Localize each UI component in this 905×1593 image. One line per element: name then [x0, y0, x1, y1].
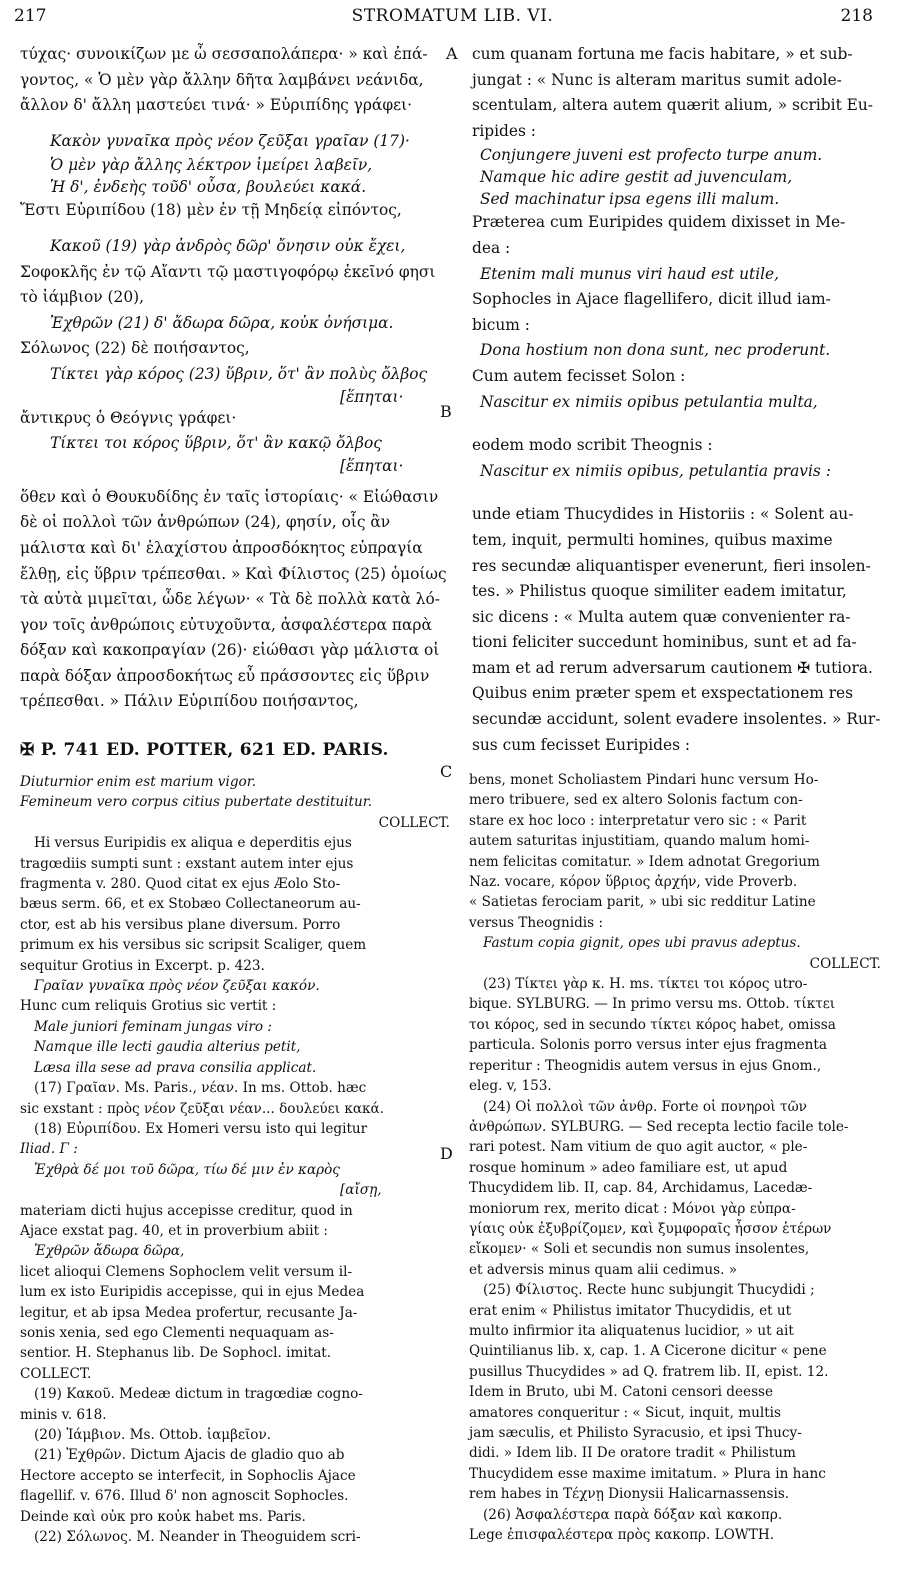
note-signature: COLLECT.: [809, 955, 881, 972]
text-line: Sophocles in Ajace flagellifero, dicit illud iam-: [472, 290, 831, 309]
note-verse: Fastum copia gignit, opes ubi pravus adeptus.: [483, 935, 801, 952]
verse-continuation: [ἕπηται·: [340, 456, 404, 475]
text-line: τρέπεσθαι. » Πάλιν Εὐριπίδου ποιήσαντος,: [20, 692, 359, 711]
note-line: tragœdiis sumpti sunt : exstant autem inter ejus: [20, 855, 354, 872]
text-line: Σοφοκλῆς ἐν τῷ Αἴαντι τῷ μαστιγοφόρῳ ἐκεῖνό φησι: [20, 262, 436, 281]
note-signature: COLLECT.: [378, 814, 450, 831]
note-line: bique. SYLBURG. — In primo versu ms. Ottob. τίκτει: [469, 996, 836, 1013]
note-verse: Ἐχθρῶν ἄδωρα δῶρα,: [34, 1243, 185, 1260]
text-line: γοντος, « Ὁ μὲν γὰρ ἄλλην δῆτα λαμβάνει νεάνιδα,: [20, 70, 424, 89]
note-verse: Namque ille lecti gaudia alterius petit,: [34, 1039, 301, 1056]
note-signature: COLLECT.: [20, 1365, 92, 1382]
text-line: tes. » Philistus quoque similiter eadem imitatur,: [472, 582, 847, 601]
text-line: Cum autem fecisset Solon :: [472, 366, 686, 385]
note-line: (20) Ἰάμβιον. Ms. Ottob. ἰαμβεῖον.: [34, 1427, 272, 1443]
text-line: τύχας· συνοικίζων με ὦ σεσσαπολάπερα· » καὶ ἐπά-: [20, 45, 428, 63]
note-line: mero tribuere, sed ex altero Solonis factum con-: [469, 792, 803, 809]
note-line: (22) Σόλωνος. M. Neander in Theoguidem scri-: [34, 1529, 361, 1546]
note-line: « Satietas ferociam parit, » ubi sic redditur Latine: [469, 894, 816, 911]
text-line: cum quanam fortuna me facis habitare, » et sub-: [472, 45, 853, 63]
note-line: flagellif. v. 676. Illud δ' non agnoscit Sophocles.: [20, 1488, 349, 1505]
latin-text-column: [472, 42, 886, 758]
text-line: δόξαν καὶ κακοπραγίαν (26)· εἰώθασι γὰρ μάλιστα οἱ: [20, 641, 440, 660]
text-line: Quibus enim præter spem et exspectationem res: [472, 684, 854, 703]
note-line: (24) Οἱ πολλοὶ τῶν ἀνθρ. Forte οἱ πονηροὶ τῶν: [483, 1098, 807, 1115]
text-line: tem, inquit, permulti homines, quibus maxime: [472, 530, 833, 549]
note-line: Femineum vero corpus citius pubertate destituitur.: [20, 794, 373, 811]
note-line: (17) Γραῖαν. Ms. Paris., νέαν. In ms. Ottob. hæc: [34, 1080, 367, 1097]
verse-line: Ἡ δ', ἐνδεὴς τοῦδ' οὖσα, βουλεύει κακά.: [50, 178, 367, 197]
note-line: sonis xenia, sed ego Clementi nequaquam as-: [20, 1324, 334, 1341]
note-line: bæus serm. 66, et ex Stobæo Collectaneorum au-: [20, 896, 361, 913]
note-line: Deinde καὶ οὐκ pro κοὐκ habet ms. Paris.: [20, 1508, 306, 1525]
text-line: scentulam, altera autem quærit alium, » scribit Eu-: [472, 96, 873, 115]
notes-left-column: [20, 772, 456, 1547]
note-line: bens, monet Scholiastem Pindari hunc versum Ho-: [469, 772, 819, 788]
note-line: Idem in Bruto, ubi M. Catoni censori deesse: [469, 1384, 774, 1401]
note-line: (26) Ἀσφαλέστερα παρὰ δόξαν καὶ κακοπρ.: [483, 1506, 783, 1523]
note-line: materiam dicti hujus accepisse creditur, quod in: [20, 1202, 353, 1219]
text-line: Σόλωνος (22) δὲ ποιήσαντος,: [20, 339, 250, 358]
text-line: bicum :: [472, 315, 530, 334]
text-line: ripides :: [472, 121, 536, 140]
text-line: eodem modo scribit Theognis :: [472, 436, 713, 455]
margin-marker-b: B: [440, 402, 452, 421]
note-line: rosque hominum » adeo familiare est, ut apud: [469, 1159, 788, 1176]
note-line: sic exstant : πρὸς νέον ζεῦξαι νέαν... δουλεύει κακά.: [20, 1100, 385, 1117]
note-line: Lege ἐπισφαλέστερα πρὸς κακοπρ. LOWTH.: [469, 1527, 775, 1544]
greek-text-column: [20, 42, 462, 715]
note-line: reperitur : Theognidis autem versus in ejus Gnom.,: [469, 1057, 822, 1074]
note-line: Ajace exstat pag. 40, et in proverbium abiit :: [20, 1222, 328, 1239]
left-page-number: 217: [14, 6, 47, 26]
note-line: nem felicitas comitatur. » Idem adnotat Gregorium: [469, 853, 820, 870]
verse-line: Dona hostium non dona sunt, nec proderunt.: [480, 341, 831, 360]
note-line: moniorum rex, merito dicat : Μόνοι γὰρ εὐπρα-: [469, 1200, 796, 1217]
verse-line: Ἐχθρῶν (21) δ' ἄδωρα δῶρα, κοὐκ ὀνήσιμα.: [50, 313, 394, 332]
text-line: sic dicens : « Multa autem quæ convenienter ra-: [472, 607, 851, 626]
verse-line: Κακὸν γυναῖκα πρὸς νέον ζεῦξαι γραῖαν (17)·: [50, 131, 410, 150]
note-line: Hi versus Euripidis ex aliqua e deperditis ejus: [34, 835, 352, 852]
text-line: res secundæ aliquantisper evenerunt, fieri insolen-: [472, 556, 871, 575]
verse-continuation: [ἕπηται·: [340, 387, 404, 406]
note-line: erat enim « Philistus imitator Thucydidis, et ut: [469, 1302, 792, 1319]
note-line: rem habes in Τέχνῃ Dionysii Halicarnassensis.: [469, 1486, 790, 1503]
note-line: multo infirmior ita aliquatenus lucidior, » ut ait: [469, 1322, 794, 1339]
verse-line: Τίκτει γὰρ κόρος (23) ὕβριν, ὅτ' ἂν πολὺς ὄλβος: [50, 364, 428, 383]
text-line: tioni feliciter succedunt hominibus, sunt et ad fa-: [472, 633, 857, 652]
note-line: Diuturnior enim est marium vigor.: [20, 774, 257, 790]
note-line: versus Theognidis :: [469, 914, 604, 931]
notes-right-column: [469, 770, 887, 1545]
note-line: Hectore accepto se interfecit, in Sophoclis Ajace: [20, 1467, 356, 1484]
note-line: (21) Ἐχθρῶν. Dictum Ajacis de gladio quo ab: [34, 1447, 345, 1464]
text-line: Ἔστι Εὐριπίδου (18) μὲν ἐν τῇ Μηδείᾳ εἰπόντος,: [20, 201, 402, 220]
margin-marker-c: C: [440, 762, 453, 781]
text-line: παρὰ δόξαν ἀπροσδοκήτως εὖ πράσσοντες εἰς ὕβριν: [20, 666, 430, 685]
verse-line: Sed machinatur ipsa egens illi malum.: [480, 190, 780, 209]
text-line: γον τοῖς ἀνθρώποις εὐτυχοῦντα, ἀσφαλέστερα παρὰ: [20, 615, 432, 634]
note-line: sequitur Grotius in Excerpt. p. 423.: [20, 957, 265, 974]
text-line: dea :: [472, 238, 511, 257]
text-line: unde etiam Thucydides in Historiis : « Solent au-: [472, 505, 854, 524]
note-verse: Male juniori feminam jungas viro :: [34, 1018, 272, 1035]
note-line: rari potest. Nam vitium de quo agit auctor, « ple-: [469, 1139, 808, 1156]
margin-marker-d: D: [440, 1144, 453, 1163]
verse-line: Τίκτει τοι κόρος ὕβριν, ὅτ' ἂν κακῷ ὄλβος: [50, 434, 382, 453]
text-line: sus cum fecisset Euripides :: [472, 735, 691, 754]
note-line: Hunc cum reliquis Grotius sic vertit :: [20, 998, 277, 1015]
note-verse: Ἐχθρὰ δέ μοι τοῦ δῶρα, τίω δέ μιν ἐν καρὸς: [34, 1161, 340, 1178]
note-line: et adversis minus quam alii cedimus. »: [469, 1261, 738, 1278]
note-line: particula. Solonis porro versus inter ejus fragmenta: [469, 1037, 827, 1054]
verse-line: Κακοῦ (19) γὰρ ἀνδρὸς δῶρ' ὄνησιν οὐκ ἔχει,: [50, 236, 406, 255]
note-line: Naz. vocare, κόρον ὕβριος ἀρχήν, vide Proverb.: [469, 874, 798, 891]
right-page-number: 218: [840, 6, 873, 26]
text-line: ἄντικρυς ὁ Θεόγνις γράφει·: [20, 408, 237, 427]
note-line: pusillus Thucydides » ad Q. fratrem lib. II, epist. 12.: [469, 1363, 829, 1380]
note-line: didi. » Idem lib. II De oratore tradit « Philistum: [469, 1445, 796, 1462]
verse-line: Nascitur ex nimiis opibus petulantia multa,: [480, 392, 818, 411]
verse-line: Namque hic adire gestit ad juvenculam,: [480, 168, 793, 187]
text-line: ἔλθῃ, εἰς ὕβριν τρέπεσθαι. » Καὶ Φίλιστος (25) ὁμοίως: [20, 564, 447, 583]
note-line: εἴκομεν· « Soli et secundis non sumus insolentes,: [469, 1241, 810, 1258]
note-line: Iliad. Γ :: [20, 1141, 78, 1158]
note-line: Thucydidem lib. II, cap. 84, Archidamus, Lacedæ-: [469, 1180, 813, 1197]
note-line: ἀνθρώπων. SYLBURG. — Sed recepta lectio facile tole-: [469, 1118, 849, 1135]
text-line: Præterea cum Euripides quidem dixisset in Me-: [472, 213, 846, 232]
note-verse: Γραῖαν γυναῖκα πρὸς νέον ζεῦξαι κακόν.: [34, 978, 320, 995]
text-line: jungat : « Nunc is alteram maritus sumit adole-: [472, 70, 842, 89]
note-line: jam sæculis, et Philisto Syracusio, et ipsi Thucy-: [469, 1425, 802, 1441]
note-verse-continuation: [αἴσῃ,: [340, 1182, 382, 1199]
text-line: δὲ οἱ πολλοὶ τῶν ἀνθρώπων (24), φησίν, οἷς ἂν: [20, 513, 391, 532]
note-line: sentior. H. Stephanus lib. De Sophocl. imitat.: [20, 1345, 332, 1362]
note-line: (19) Κακοῦ. Medeæ dictum in tragœdiæ cogno-: [34, 1386, 363, 1403]
running-title: STROMATUM LIB. VI.: [351, 6, 554, 26]
verse-line: Etenim mali munus viri haud est utile,: [480, 264, 780, 283]
text-line: ὅθεν καὶ ὁ Θουκυδίδης ἐν ταῖς ἱστορίαις· « Εἰώθασιν: [20, 487, 439, 506]
note-line: primum ex his versibus sic scripsit Scaliger, quem: [20, 937, 367, 954]
text-line: secundæ accidunt, solent evadere insolentes. » Rur-: [472, 710, 881, 729]
note-line: eleg. v, 153.: [469, 1078, 552, 1095]
note-verse: Læsa illa sese ad prava consilia applicat.: [34, 1059, 317, 1076]
text-line: τὸ ἰάμβιον (20),: [20, 288, 145, 307]
note-line: autem saturitas injustitiam, quando malum homi-: [469, 833, 810, 850]
note-line: legitur, et ab ipsa Medea profertur, recusante Ja-: [20, 1304, 358, 1321]
note-line: stare ex hoc loco : interpretatur vero sic : « Parit: [469, 812, 807, 829]
note-line: licet alioqui Clemens Sophoclem velit versum il-: [20, 1263, 353, 1280]
text-line: mam et ad rerum adversarum cautionem ✠ tutiora.: [472, 658, 873, 677]
note-line: lum ex isto Euripidis accepisse, qui in ejus Medea: [20, 1284, 365, 1301]
text-line: τὰ αὐτὰ μιμεῖται, ὧδε λέγων· « Τὰ δὲ πολλὰ κατὰ λό-: [20, 590, 440, 609]
text-line: μάλιστα καὶ δι' ἐλαχίστου ἀπροσδόκητος εὐπραγία: [20, 538, 423, 557]
note-line: Quintilianus lib. x, cap. 1. A Cicerone dicitur « pene: [469, 1343, 827, 1360]
note-line: ctor, est ab his versibus plane diversum. Porro: [20, 916, 341, 933]
note-line: τοι κόρος, sed in secundo τίκτει κόρος habet, omissa: [469, 1016, 836, 1033]
text-line: ἄλλον δ' ἄλλη μαστεύει τινά· » Εὐριπίδης γράφει·: [20, 96, 412, 115]
note-line: Thucydidem esse maxime imitatum. » Plura in hanc: [469, 1465, 826, 1482]
note-line: (18) Εὐριπίδου. Ex Homeri versu isto qui legitur: [34, 1120, 368, 1137]
note-line: fragmenta v. 280. Quod citat ex ejus Æolo Sto-: [20, 876, 341, 893]
verse-line: Ὁ μὲν γὰρ ἄλλης λέκτρον ἱμείρει λαβεῖν,: [50, 156, 373, 175]
margin-marker-a: A: [446, 44, 458, 63]
note-line: amatores conqueritur : « Sicut, inquit, multis: [469, 1404, 781, 1421]
note-line: (25) Φίλιστος. Recte hunc subjungit Thucydidi ;: [483, 1282, 815, 1299]
note-line: (23) Τίκτει γὰρ κ. H. ms. τίκτει τοι κόρος utro-: [483, 976, 808, 993]
edition-reference-heading: ✠ P. 741 ED. POTTER, 621 ED. PARIS.: [20, 740, 389, 760]
verse-line: Nascitur ex nimiis opibus, petulantia pravis :: [480, 461, 831, 480]
verse-line: Conjungere juveni est profecto turpe anum.: [480, 146, 823, 165]
note-line: γίαις οὐκ ἐξυβρίζομεν, καὶ ξυμφοραῖς ἧσσον ἑτέρων: [469, 1220, 832, 1237]
note-line: minis v. 618.: [20, 1406, 107, 1423]
